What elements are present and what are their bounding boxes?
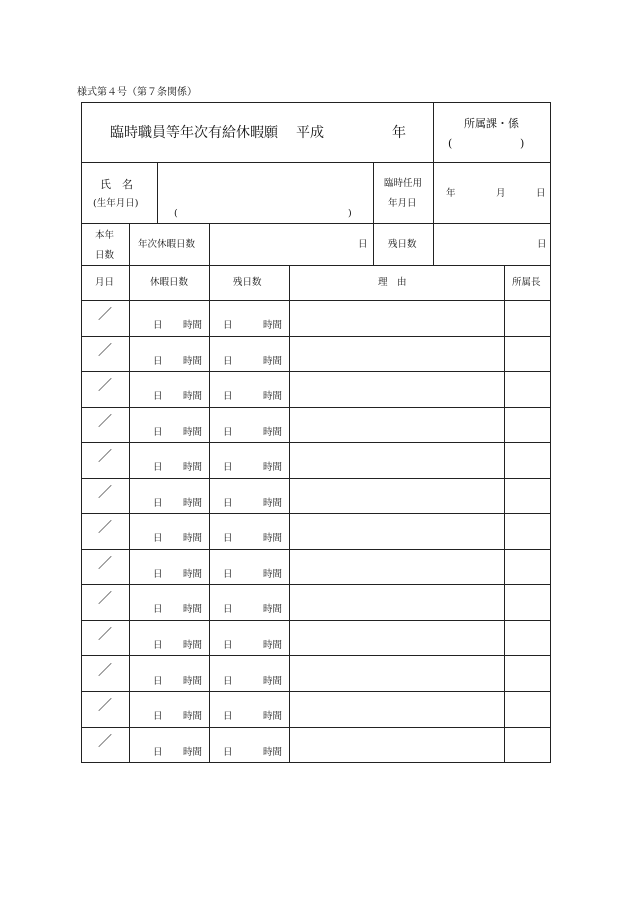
leave-hours-unit: 時間 [183, 711, 203, 723]
appointment-date-field[interactable] [438, 167, 546, 219]
chief-seal-field[interactable] [507, 480, 547, 512]
appointment-label-line2: 年月日 [388, 198, 417, 209]
chief-seal-field[interactable] [507, 586, 547, 618]
reason-field[interactable] [292, 693, 501, 725]
leave-day-unit: 日 [153, 320, 163, 331]
chief-seal-field[interactable] [507, 409, 547, 441]
table-row [82, 371, 550, 407]
leave-days-field[interactable] [132, 693, 206, 725]
remaining-hours-unit: 時間 [263, 639, 283, 651]
leave-day-unit: 日 [153, 497, 163, 509]
department-label: 所属課・係 [464, 117, 519, 130]
form-number: 様式第４号（第７条関係） [77, 87, 197, 98]
remaining-day-unit: 日 [223, 568, 233, 580]
table-row [82, 656, 550, 692]
date-field[interactable] [84, 729, 128, 761]
table-row [82, 336, 550, 372]
remaining-field[interactable] [212, 658, 286, 690]
leave-days-field[interactable] [132, 302, 206, 334]
date-field[interactable] [84, 658, 128, 690]
leave-day-unit: 日 [153, 462, 163, 474]
table-row [82, 300, 550, 336]
leave-days-field[interactable] [132, 338, 206, 370]
remaining-hours-unit: 時間 [263, 320, 283, 331]
remaining-field[interactable] [212, 409, 286, 441]
remaining-field[interactable] [212, 693, 286, 725]
col-remaining: 残日数 [233, 277, 262, 288]
remaining-day-unit: 日 [223, 675, 233, 687]
reason-field[interactable] [292, 373, 501, 405]
remaining-hours-unit: 時間 [263, 462, 283, 474]
department-close-paren: ) [520, 137, 525, 150]
appointment-day: 日 [536, 188, 546, 199]
remaining-field[interactable] [212, 729, 286, 761]
remaining-hours-unit: 時間 [263, 711, 283, 723]
leave-days-field[interactable] [132, 373, 206, 405]
date-slash: ／ [98, 378, 112, 395]
remaining-hours-unit: 時間 [263, 533, 283, 545]
this-year-label-line1: 本年 [95, 230, 115, 241]
remaining-field[interactable] [212, 551, 286, 583]
remaining-day-unit: 日 [223, 391, 233, 403]
leave-hours-unit: 時間 [183, 675, 203, 687]
remaining-field[interactable] [212, 515, 286, 547]
remaining-field[interactable] [212, 586, 286, 618]
col-leave-days: 休暇日数 [150, 277, 189, 288]
leave-request-form [81, 102, 551, 763]
leave-hours-unit: 時間 [183, 355, 203, 367]
table-row [82, 513, 550, 549]
date-slash: ／ [98, 555, 112, 572]
date-field[interactable] [84, 515, 128, 547]
col-date: 月日 [95, 277, 115, 288]
date-field[interactable] [84, 693, 128, 725]
remaining-day-unit: 日 [223, 426, 233, 438]
date-slash: ／ [98, 698, 112, 715]
chief-seal-field[interactable] [507, 729, 547, 761]
remaining-field[interactable] [212, 444, 286, 476]
birthdate-open-paren: ( [174, 208, 178, 219]
chief-seal-field[interactable] [507, 693, 547, 725]
remaining-day-unit: 日 [223, 711, 233, 723]
table-row [82, 727, 550, 763]
date-field[interactable] [84, 409, 128, 441]
remaining-hours-unit: 時間 [263, 568, 283, 580]
birthdate-field[interactable] [182, 205, 342, 221]
leave-days-field[interactable] [132, 444, 206, 476]
reason-field[interactable] [292, 409, 501, 441]
table-row [82, 620, 550, 656]
reason-field[interactable] [292, 444, 501, 476]
date-field[interactable] [84, 302, 128, 334]
col-chief: 所属長 [512, 277, 541, 288]
this-year-label-line2: 日数 [95, 250, 115, 261]
reason-field[interactable] [292, 586, 501, 618]
remaining-hours-unit: 時間 [263, 746, 283, 758]
department-open-paren: ( [448, 137, 453, 150]
leave-day-unit: 日 [153, 391, 163, 403]
date-slash: ／ [98, 733, 112, 750]
year-label: 年 [392, 125, 406, 141]
date-slash: ／ [98, 449, 112, 466]
remaining-hours-unit: 時間 [263, 426, 283, 438]
date-field[interactable] [84, 444, 128, 476]
department-field[interactable] [460, 135, 516, 151]
leave-hours-unit: 時間 [183, 320, 203, 331]
remaining-day-unit: 日 [223, 639, 233, 651]
form-title: 臨時職員等年次有給休暇願 [110, 125, 278, 141]
leave-days-field[interactable] [132, 586, 206, 618]
table-row [82, 407, 550, 443]
leave-days-field[interactable] [132, 622, 206, 654]
leave-days-field[interactable] [132, 480, 206, 512]
leave-days-field[interactable] [132, 515, 206, 547]
remaining-field[interactable] [212, 622, 286, 654]
leave-hours-unit: 時間 [183, 462, 203, 474]
date-slash: ／ [98, 342, 112, 359]
date-field[interactable] [84, 586, 128, 618]
date-slash: ／ [98, 520, 112, 537]
remaining-day-unit: 日 [223, 497, 233, 509]
reason-field[interactable] [292, 551, 501, 583]
annual-leave-days-label: 年次休暇日数 [138, 239, 196, 250]
leave-hours-unit: 時間 [183, 639, 203, 651]
remaining-field[interactable] [212, 373, 286, 405]
leave-day-unit: 日 [153, 675, 163, 687]
remaining-hours-unit: 時間 [263, 604, 283, 616]
birthdate-close-paren: ) [348, 208, 352, 219]
leave-day-unit: 日 [153, 533, 163, 545]
chief-seal-field[interactable] [507, 373, 547, 405]
leave-days-field[interactable] [132, 729, 206, 761]
leave-hours-unit: 時間 [183, 497, 203, 509]
annual-leave-days-unit: 日 [358, 239, 368, 250]
remaining-hours-unit: 時間 [263, 391, 283, 403]
appointment-year: 年 [446, 188, 456, 199]
leave-day-unit: 日 [153, 426, 163, 438]
reason-field[interactable] [292, 729, 501, 761]
table-row [82, 584, 550, 620]
leave-days-field[interactable] [132, 658, 206, 690]
leave-days-field[interactable] [132, 409, 206, 441]
leave-day-unit: 日 [153, 355, 163, 367]
remaining-day-unit: 日 [223, 746, 233, 758]
leave-day-unit: 日 [153, 639, 163, 651]
table-row [82, 478, 550, 514]
chief-seal-field[interactable] [507, 658, 547, 690]
date-slash: ／ [98, 626, 112, 643]
date-field[interactable] [84, 338, 128, 370]
remaining-hours-unit: 時間 [263, 497, 283, 509]
col-reason: 理 由 [378, 277, 407, 288]
table-row [82, 442, 550, 478]
chief-seal-field[interactable] [507, 551, 547, 583]
chief-seal-field[interactable] [507, 515, 547, 547]
remaining-field[interactable] [212, 338, 286, 370]
leave-hours-unit: 時間 [183, 746, 203, 758]
remaining-days-field[interactable] [438, 229, 534, 259]
reason-field[interactable] [292, 658, 501, 690]
reason-field[interactable] [292, 515, 501, 547]
remaining-day-unit: 日 [223, 462, 233, 474]
remaining-days-label: 残日数 [388, 239, 417, 250]
date-field[interactable] [84, 373, 128, 405]
leave-hours-unit: 時間 [183, 568, 203, 580]
date-slash: ／ [98, 591, 112, 608]
table-row [82, 691, 550, 727]
reason-field[interactable] [292, 480, 501, 512]
leave-day-unit: 日 [153, 711, 163, 723]
leave-day-unit: 日 [153, 604, 163, 616]
leave-days-field[interactable] [132, 551, 206, 583]
date-field[interactable] [84, 480, 128, 512]
remaining-days-unit: 日 [537, 239, 547, 250]
reason-field[interactable] [292, 338, 501, 370]
date-slash: ／ [98, 413, 112, 430]
name-label: 氏 名 [100, 178, 133, 191]
appointment-month: 月 [496, 188, 506, 199]
table-row [82, 549, 550, 585]
date-field[interactable] [84, 551, 128, 583]
remaining-day-unit: 日 [223, 604, 233, 616]
reason-field[interactable] [292, 622, 501, 654]
remaining-hours-unit: 時間 [263, 675, 283, 687]
date-field[interactable] [84, 622, 128, 654]
leave-hours-unit: 時間 [183, 391, 203, 403]
remaining-day-unit: 日 [223, 533, 233, 545]
date-slash: ／ [98, 484, 112, 501]
annual-leave-days-field[interactable] [214, 229, 350, 259]
date-slash: ／ [98, 662, 112, 679]
appointment-label-line1: 臨時任用 [384, 178, 423, 189]
remaining-day-unit: 日 [223, 320, 233, 331]
remaining-day-unit: 日 [223, 355, 233, 367]
chief-seal-field[interactable] [507, 302, 547, 334]
chief-seal-field[interactable] [507, 444, 547, 476]
name-field[interactable] [162, 167, 368, 193]
remaining-hours-unit: 時間 [263, 355, 283, 367]
leave-hours-unit: 時間 [183, 426, 203, 438]
chief-seal-field[interactable] [507, 622, 547, 654]
chief-seal-field[interactable] [507, 338, 547, 370]
date-slash: ／ [98, 307, 112, 323]
leave-day-unit: 日 [153, 746, 163, 758]
birthdate-label: (生年月日) [93, 198, 139, 209]
leave-hours-unit: 時間 [183, 604, 203, 616]
reason-field[interactable] [292, 302, 501, 334]
remaining-field[interactable] [212, 480, 286, 512]
leave-hours-unit: 時間 [183, 533, 203, 545]
leave-day-unit: 日 [153, 568, 163, 580]
remaining-field[interactable] [212, 302, 286, 334]
era-label: 平成 [296, 125, 324, 141]
